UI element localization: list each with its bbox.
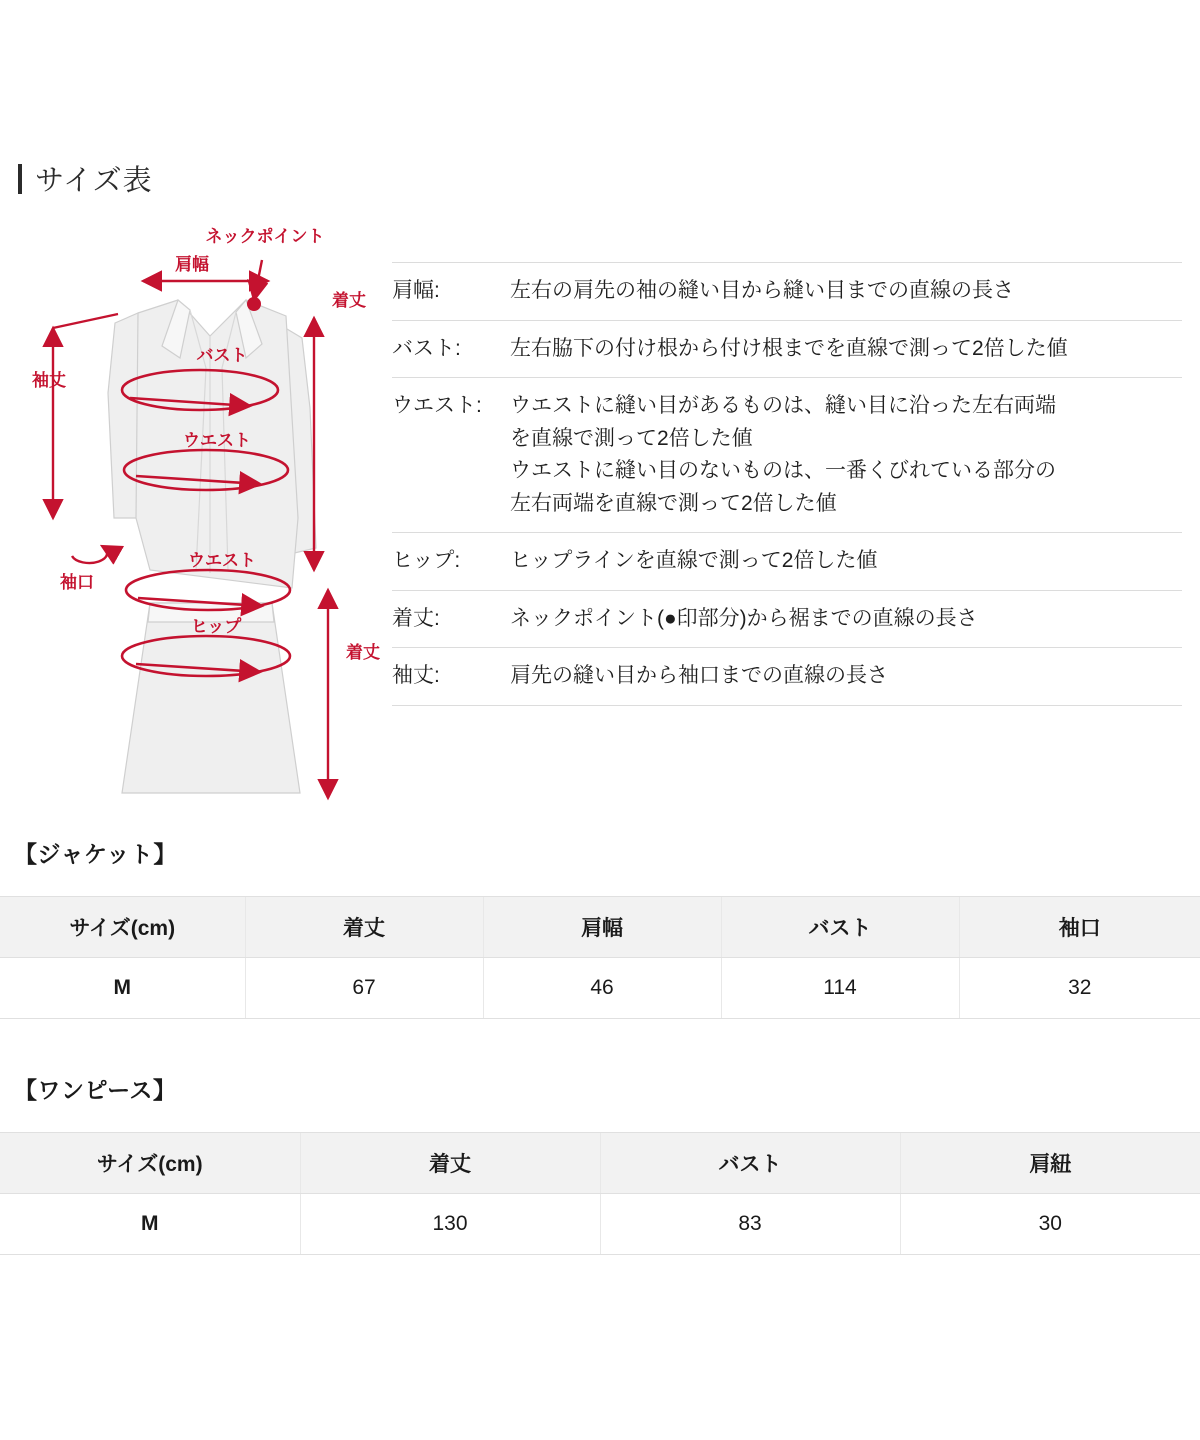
cell-value: 32 [959,958,1200,1019]
measurement-descriptions [392,262,1182,706]
desc-term: 肩幅: [392,279,440,302]
label-hip: ヒップ [190,617,242,636]
table-header-row [0,897,1200,958]
desc-definition [510,660,888,693]
page-title [18,158,153,199]
row-size-label: M [0,958,245,1019]
desc-row-sleeve [392,648,1182,706]
label-bust: バスト [196,346,248,365]
desc-line: ネックポイント(●印部分)から裾までの直線の長さ [510,606,978,630]
page-title-text: サイズ表 [35,165,153,197]
desc-row-bust [392,321,1182,379]
desc-row-waist [392,378,1182,533]
column-header: 肩幅 [483,897,721,958]
desc-definition [510,275,1014,308]
desc-line: 左右の肩先の袖の縫い目から縫い目までの直線の長さ [510,279,1014,302]
desc-row-shoulder [392,262,1182,321]
label-jacket-length: 着丈 [332,291,366,310]
column-header: バスト [600,1133,900,1194]
label-shoulder: 肩幅 [175,255,209,274]
neck-point-dot [247,297,261,311]
column-header: サイズ(cm) [0,897,245,958]
size-table-onepiece [0,1132,1200,1255]
label-sleeve-length: 袖丈 [32,371,66,390]
desc-line: ヒップラインを直線で測って2倍した値 [510,549,878,573]
desc-line: 左右両端を直線で測って2倍した値 [510,491,837,515]
label-waist-bottom: ウエスト [188,551,256,570]
desc-term: ヒップ: [392,549,461,573]
column-header: バスト [721,897,959,958]
measurement-diagram [10,218,400,818]
desc-term: 着丈: [392,606,440,630]
size-table-jacket [0,896,1200,1019]
label-skirt-length: 着丈 [346,643,380,662]
desc-definition [510,390,1056,520]
section-heading-jacket: 【ジャケット】 [14,841,177,867]
desc-term: バスト: [392,336,461,360]
desc-line: を直線で測って2倍した値 [510,426,753,450]
cell-value: 30 [900,1194,1200,1255]
desc-line: 左右脇下の付け根から付け根までを直線で測って2倍した値 [510,336,1068,360]
column-header: サイズ(cm) [0,1133,300,1194]
label-neck-point: ネックポイント [205,227,325,246]
column-header: 袖口 [959,897,1200,958]
table-header-row [0,1133,1200,1194]
desc-term: ウエスト: [392,394,482,418]
table-row [0,958,1200,1019]
label-waist-top: ウエスト [183,431,251,450]
cell-value: 83 [600,1194,900,1255]
column-header: 着丈 [300,1133,600,1194]
desc-row-length [392,591,1182,649]
column-header: 肩紐 [900,1133,1200,1194]
cell-value: 46 [483,958,721,1019]
label-cuff: 袖口 [60,573,94,592]
cell-value: 67 [245,958,483,1019]
cell-value: 114 [721,958,959,1019]
desc-definition [510,545,877,578]
desc-term: 袖丈: [392,664,440,688]
column-header: 着丈 [245,897,483,958]
row-size-label: M [0,1194,300,1255]
section-heading-onepiece: 【ワンピース】 [14,1077,177,1103]
desc-definition [510,603,978,636]
desc-definition [510,333,1068,366]
desc-line: 肩先の縫い目から袖口までの直線の長さ [510,664,888,688]
desc-line: ウエストに縫い目のないものは、一番くびれている部分の [510,459,1056,483]
desc-row-hip [392,533,1182,591]
title-accent-bar [18,164,22,194]
cell-value: 130 [300,1194,600,1255]
desc-line: ウエストに縫い目があるものは、縫い目に沿った左右両端 [510,394,1056,418]
table-row [0,1194,1200,1255]
